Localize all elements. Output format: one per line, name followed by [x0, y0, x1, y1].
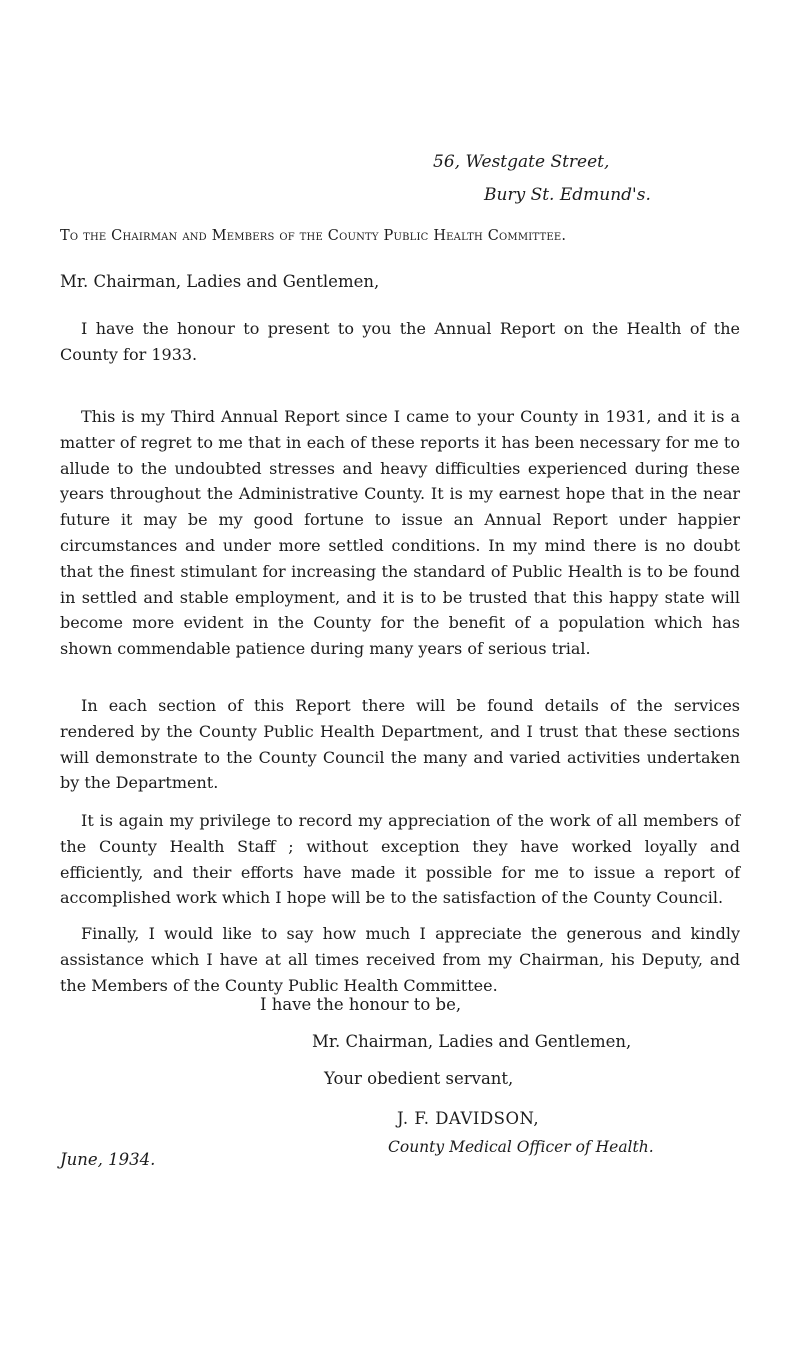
letter-date: June, 1934.	[60, 1150, 156, 1169]
paragraph-1: I have the honour to present to you the Annual Report on the Health of the County for 1933.	[60, 319, 740, 364]
signer-name: J. F. DAVIDSON,	[397, 1109, 540, 1128]
paragraph-2: This is my Third Annual Report since I came to your County in 1931, and it is a matter of regret to me that in each of these reports it has been necessary for me to allude to the undoubted stresses and heavy difficulties experienced during these years throughout the Administrative County. It is my earnest hope that in the near future it may be my good fortune to issue an Annual Report under happier circumstances and under more settled conditions. In my mind there is no doubt that the finest stimulant for increasing the standard of Public Health is to be found in settled and stable employment, and it is to be trusted that this happy state will become more evident in the County for the benefit of a population which has shown commendable patience during many years of serious trial.	[60, 407, 740, 659]
addressee-line: To the Chairman and Members of the County Public Health Committee.	[60, 228, 567, 244]
greeting: Mr. Chairman, Ladies and Gentlemen,	[60, 272, 380, 291]
closing-line-3: Your obedient servant,	[324, 1069, 514, 1088]
paragraph-5: Finally, I would like to say how much I appreciate the generous and kindly assistance which I have at all times received from my Chairman, his Deputy, and the Members of the County Public Health Committee.	[60, 924, 740, 995]
signer-title: County Medical Officer of Health.	[388, 1138, 654, 1156]
closing-line-1: I have the honour to be,	[260, 995, 462, 1014]
paragraph-4: It is again my privilege to record my appreciation of the work of all members of the County Health Staff ; without exception they have worked loyally and efficiently, and their efforts have made it possible for me to issue a report of accomplished work which I hope will be to the satisfaction of the County Council.	[60, 811, 740, 908]
address-line-town: Bury St. Edmund's.	[484, 185, 651, 205]
closing-line-2: Mr. Chairman, Ladies and Gentlemen,	[312, 1032, 632, 1051]
paragraph-3: In each section of this Report there will be found details of the services rendered by the County Public Health Department, and I trust that these sections will demonstrate to the County Council the many and varied activities undertaken by the Department.	[60, 696, 740, 793]
address-line-street: 56, Westgate Street,	[433, 152, 610, 172]
